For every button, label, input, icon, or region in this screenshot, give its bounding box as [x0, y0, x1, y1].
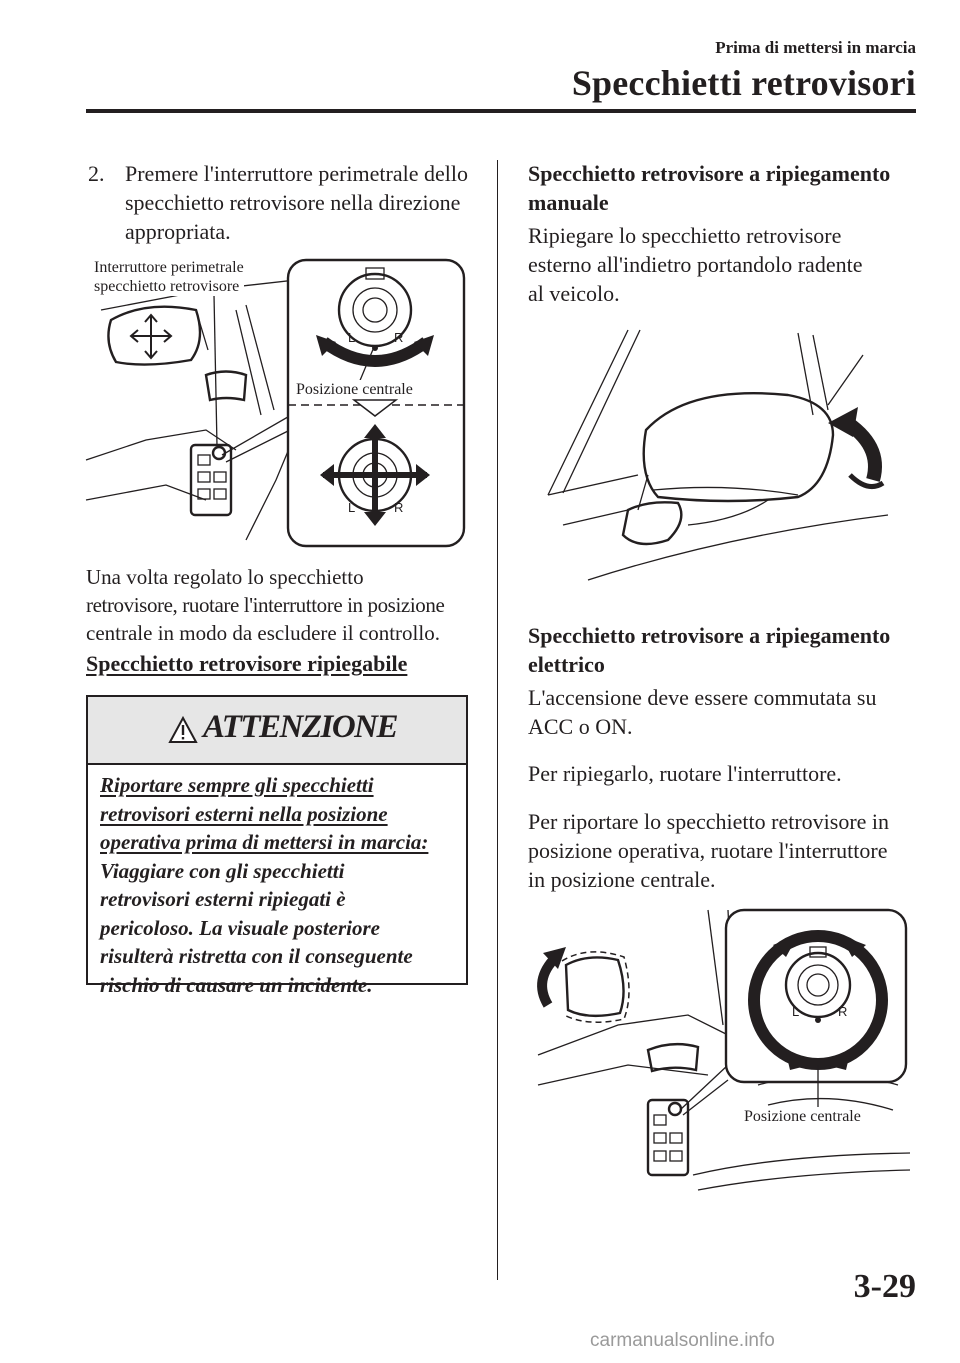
electric-p1-line: ACC o ON.	[528, 714, 633, 739]
step-number: 2.	[88, 161, 105, 186]
manual-line: esterno all'indietro portandolo radente	[528, 252, 863, 277]
mirror-glass	[566, 957, 624, 1015]
label-switch-line: Interruttore perimetrale	[94, 259, 244, 276]
knob-label-l: L	[348, 330, 356, 345]
warning-header	[88, 697, 466, 765]
manual-heading	[528, 159, 928, 217]
folding-heading: Specchietto retrovisore ripiegabile	[86, 651, 408, 676]
manual-heading-line: Specchietto retrovisore a ripiegamento	[528, 161, 891, 186]
electric-p3-line: Per riportare lo specchietto retrovisore in	[528, 809, 890, 834]
electric-p2: Per ripiegarlo, ruotare l'interruttore.	[528, 761, 842, 786]
warning-box	[86, 695, 468, 997]
fold-rotation-arrow-icon	[542, 947, 566, 1005]
electric-p1	[528, 683, 928, 741]
after-line: retrovisore, ruotare l'interruttore in posizione	[86, 593, 445, 617]
electric-switch-illustration	[528, 905, 910, 1200]
step-line: Premere l'interruttore perimetrale dello	[125, 161, 468, 186]
electric-heading	[528, 621, 928, 679]
label-switch-line: specchietto retrovisore	[94, 278, 240, 295]
electric-p3	[528, 807, 928, 894]
mirror-base	[623, 502, 681, 544]
knob-label-l: L	[792, 1004, 800, 1019]
watermark: carmanualsonline.info	[590, 1330, 775, 1351]
section-label: Prima di mettersi in marcia	[715, 38, 916, 57]
knob-label-r: R	[394, 330, 404, 345]
after-line: Una volta regolato lo specchietto	[86, 565, 364, 589]
warning-title: ATTENZIONE	[203, 709, 398, 745]
knob-label-r: R	[394, 500, 404, 515]
label-center-position: Posizione centrale	[296, 381, 413, 398]
warning-line: risulterà ristretta con il conseguente	[100, 944, 413, 968]
warning-line-underlined: retrovisori esterni nella posizione	[100, 801, 388, 826]
door-outline	[101, 280, 316, 540]
step-text	[125, 159, 485, 246]
warning-line-underlined: operativa prima di mettersi in marcia:	[100, 830, 429, 854]
mirror-housing	[644, 393, 833, 501]
after-line: centrale in modo da escludere il controllo.	[86, 621, 440, 645]
warning-line: rischio di causare un incidente.	[100, 972, 373, 997]
warning-text	[100, 771, 460, 999]
electric-p3-line: in posizione centrale.	[528, 867, 716, 892]
knob-label-r: R	[838, 1004, 848, 1019]
fold-rotation-arrow-icon	[828, 407, 883, 487]
warning-line: pericoloso. La visuale posteriore	[100, 915, 380, 940]
four-way-arrow-icon	[131, 315, 171, 358]
manual-heading-line: manuale	[528, 190, 609, 215]
electric-p1-line: L'accensione deve essere commutata su	[528, 685, 877, 710]
electric-p3-line: posizione operativa, ruotare l'interruttore	[528, 838, 888, 863]
manual-line: Ripiegare lo specchietto retrovisore	[528, 223, 842, 248]
manual-line: al veicolo.	[528, 281, 620, 306]
page-title: Specchietti retrovisori	[571, 63, 916, 103]
step-line: appropriata.	[125, 219, 231, 244]
electric-heading-line: elettrico	[528, 652, 605, 677]
manual-text	[528, 221, 928, 308]
label-center-position: Posizione centrale	[744, 1108, 861, 1125]
warning-triangle-icon	[168, 716, 198, 744]
step-line: specchietto retrovisore nella direzione	[125, 190, 461, 215]
page-number: 3-29	[853, 1268, 916, 1305]
label-switch	[94, 258, 244, 296]
mirror-knob-small	[213, 447, 225, 459]
figure-manual-fold	[528, 325, 908, 605]
column-divider	[497, 160, 498, 1280]
warning-line: retrovisori esterni ripiegati è	[100, 887, 346, 911]
figure-mirror-switch	[86, 250, 468, 550]
warning-line-underlined: Riportare sempre gli specchietti	[100, 773, 374, 797]
door-handle	[648, 1044, 698, 1071]
door-handle	[206, 372, 246, 401]
warning-line: Viaggiare con gli specchietti	[100, 858, 345, 883]
figure-electric-fold	[528, 905, 910, 1200]
knob-label-l: L	[348, 500, 356, 515]
electric-heading-line: Specchietto retrovisore a ripiegamento	[528, 623, 891, 648]
after-adjust-text	[86, 563, 471, 647]
header-rule	[86, 109, 916, 113]
